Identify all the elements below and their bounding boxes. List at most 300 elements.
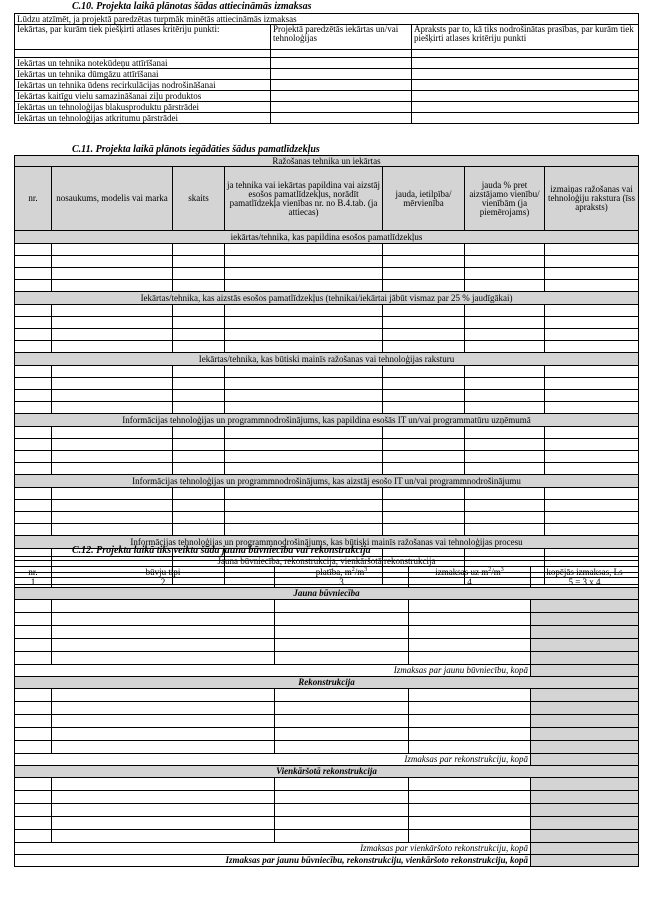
c11-entry-cell[interactable] [52,427,173,439]
c12-section-total-value [531,754,639,766]
c11-entry-cell[interactable] [545,512,639,524]
c12-entry-cell[interactable] [275,689,409,702]
c12-entry-cell[interactable] [52,817,275,830]
c11-entry-cell[interactable] [383,280,465,292]
c11-entry-cell[interactable] [545,427,639,439]
c12-entry-cell[interactable] [52,652,275,665]
c12-entry-cell[interactable] [15,626,52,639]
c11-entry-cell[interactable] [225,488,383,500]
c11-entry-cell[interactable] [545,366,639,378]
table-row [15,280,639,292]
c11-entry-cell[interactable] [383,390,465,402]
c11-entry-cell[interactable] [225,378,383,390]
table-row [15,728,639,741]
table-row [15,58,639,69]
c11-entry-cell[interactable] [383,512,465,524]
c11-entry-cell[interactable] [15,280,52,292]
c12-entry-cell [531,804,639,817]
c12-entry-cell[interactable] [275,804,409,817]
c11-entry-cell[interactable] [465,256,545,268]
table-row [15,600,639,613]
c11-entry-cell[interactable] [383,317,465,329]
c12-entry-cell[interactable] [15,791,52,804]
c10-cell[interactable] [412,58,639,69]
c12-entry-cell[interactable] [275,626,409,639]
c10-cell[interactable] [271,102,412,113]
c10-intro: Lūdzu atzīmēt, ja projektā paredzētas turpmāk minētās attiecināmās izmaksas [15,14,639,25]
c11-entry-cell[interactable] [545,500,639,512]
c12-entry-cell[interactable] [409,702,531,715]
c11-entry-cell[interactable] [545,488,639,500]
c11-header-nr: nr. [15,167,52,231]
c11-entry-cell[interactable] [52,378,173,390]
c12-entry-cell [531,728,639,741]
c11-entry-cell[interactable] [465,329,545,341]
c12-section-title: Vienkāršotā rekonstrukcija [15,766,639,778]
c12-entry-cell[interactable] [15,600,52,613]
c11-entry-cell[interactable] [465,524,545,536]
c11-entry-cell[interactable] [383,451,465,463]
c12-entry-cell[interactable] [52,639,275,652]
c12-entry-cell[interactable] [409,715,531,728]
c11-entry-cell[interactable] [173,524,225,536]
c10-header-equipment: Iekārtas, par kurām tiek piešķirti atlases kritēriju punkti: [15,25,271,50]
c12-header-type: būvju tipi [52,567,275,578]
c11-entry-cell[interactable] [383,439,465,451]
c11-entry-cell[interactable] [465,244,545,256]
c10-row-label: Iekārtas un tehnika notekūdeņu attīrīšanai [15,58,271,69]
c12-section-total-label: Izmaksas par rekonstrukciju, kopā [15,754,531,766]
c12-entry-cell[interactable] [275,817,409,830]
c11-entry-cell[interactable] [465,512,545,524]
c10-cell[interactable] [271,50,412,58]
table-row [15,80,639,91]
c12-entry-cell[interactable] [15,817,52,830]
c11-entry-cell[interactable] [383,329,465,341]
c12-entry-cell[interactable] [275,600,409,613]
table-row [15,439,639,451]
c12-entry-cell[interactable] [15,715,52,728]
table-row [15,244,639,256]
c11-entry-cell[interactable] [15,451,52,463]
c11-entry-cell[interactable] [173,341,225,353]
c11-entry-cell[interactable] [225,451,383,463]
c11-group-title: Iekārtas/tehnika, kas aizstās esošos pamatlīdzekļus (tehnikai/iekārtai jābūt vismaz par 25 % jaudīgākai) [15,292,639,305]
c12-title: C.12. Projekta laikā tiks veikta šāda jauna būvniecība vai rekonstrukcija [72,545,371,556]
c11-group-title: iekārtas/tehnika, kas papildina esošos pamatlīdzekļus [15,231,639,244]
c11-entry-cell[interactable] [465,268,545,280]
c11-entry-cell[interactable] [15,439,52,451]
c11-entry-cell[interactable] [15,268,52,280]
c11-entry-cell[interactable] [15,488,52,500]
c11-entry-cell[interactable] [52,500,173,512]
c12-header-total-cost: kopējās izmaksas, Ls [531,567,639,578]
c11-entry-cell[interactable] [383,500,465,512]
c12-section-total-value [531,665,639,677]
table-row [15,451,639,463]
table-row [15,390,639,402]
c12-entry-cell[interactable] [52,702,275,715]
c11-entry-cell[interactable] [383,256,465,268]
c11-entry-cell[interactable] [15,463,52,475]
c11-entry-cell[interactable] [173,317,225,329]
c11-entry-cell[interactable] [465,463,545,475]
c11-entry-cell[interactable] [52,329,173,341]
c11-entry-cell[interactable] [52,341,173,353]
c11-entry-cell[interactable] [173,512,225,524]
c12-entry-cell[interactable] [409,804,531,817]
c11-entry-cell[interactable] [225,439,383,451]
c12-entry-cell [531,689,639,702]
c10-row-label: Iekārtas kaitīgu vielu samazināšanai ziļu produktos [15,91,271,102]
c11-entry-cell[interactable] [465,317,545,329]
c10-cell[interactable] [412,102,639,113]
c12-entry-cell[interactable] [52,804,275,817]
c11-entry-cell[interactable] [465,488,545,500]
c11-entry-cell[interactable] [52,256,173,268]
c12-entry-cell[interactable] [409,639,531,652]
c12-section-total-label: Izmaksas par vienkāršoto rekonstrukciju, kopā [15,843,531,855]
c11-entry-cell[interactable] [465,305,545,317]
c11-entry-cell[interactable] [15,329,52,341]
c12-entry-cell [531,626,639,639]
c12-entry-cell[interactable] [275,791,409,804]
c11-entry-cell[interactable] [52,317,173,329]
c10-cell[interactable] [271,113,412,124]
c12-entry-cell[interactable] [15,613,52,626]
c11-entry-cell[interactable] [383,268,465,280]
c11-entry-cell[interactable] [173,329,225,341]
c11-entry-cell[interactable] [545,280,639,292]
c11-entry-cell[interactable] [173,378,225,390]
c12-entry-cell[interactable] [409,689,531,702]
c11-title: C.11. Projekta laikā plānots iegādāties šādus pamatlīdzekļus [72,144,320,155]
c12-entry-cell [531,715,639,728]
c11-entry-cell[interactable] [173,244,225,256]
c11-entry-cell[interactable] [173,500,225,512]
c11-entry-cell[interactable] [173,280,225,292]
c10-cell[interactable] [412,50,639,58]
c11-entry-cell[interactable] [225,427,383,439]
c11-entry-cell[interactable] [545,317,639,329]
table-row [15,427,639,439]
c12-entry-cell[interactable] [275,830,409,843]
c11-entry-cell[interactable] [465,341,545,353]
c11-entry-cell[interactable] [383,524,465,536]
c12-entry-cell[interactable] [275,715,409,728]
c11-entry-cell[interactable] [173,439,225,451]
table-row [15,341,639,353]
c11-entry-cell[interactable] [173,488,225,500]
c11-entry-cell[interactable] [52,402,173,414]
c11-entry-cell[interactable] [545,244,639,256]
c11-entry-cell[interactable] [225,256,383,268]
c11-entry-cell[interactable] [545,329,639,341]
table-row [15,366,639,378]
c11-entry-cell[interactable] [225,390,383,402]
c11-entry-cell[interactable] [383,463,465,475]
c12-entry-cell[interactable] [275,741,409,754]
table-row [15,804,639,817]
c11-entry-cell[interactable] [52,451,173,463]
c12-entry-cell[interactable] [15,830,52,843]
table-row [15,639,639,652]
table-row [15,512,639,524]
c12-group-header: Jauna būvniecība, rekonstrukcija, vienkāršotā rekonstrukcija [15,557,639,567]
c12-entry-cell[interactable] [52,830,275,843]
c11-entry-cell[interactable] [52,305,173,317]
table-row [15,378,639,390]
c11-entry-cell[interactable] [545,390,639,402]
c11-entry-cell[interactable] [225,244,383,256]
c11-entry-cell[interactable] [383,378,465,390]
c12-entry-cell [531,639,639,652]
c11-entry-cell[interactable] [15,317,52,329]
table-row [15,402,639,414]
c11-entry-cell[interactable] [545,268,639,280]
c10-row-label: Iekārtas un tehnika ūdens recirkulācijas nodrošināšanai [15,80,271,91]
table-row [15,524,639,536]
c11-entry-cell[interactable] [52,512,173,524]
c11-entry-cell[interactable] [15,256,52,268]
table-row [15,256,639,268]
c11-group-title: Informācijas tehnoloģijas un programmnodrošinājums, kas aizstāj esošo IT un/vai programmnodrošinājumu [15,475,639,488]
c12-entry-cell [531,613,639,626]
c11-entry-cell[interactable] [225,341,383,353]
c12-entry-cell[interactable] [52,613,275,626]
c12-entry-cell[interactable] [15,689,52,702]
c11-entry-cell[interactable] [545,305,639,317]
table-row [15,305,639,317]
c11-entry-cell[interactable] [15,378,52,390]
c11-entry-cell[interactable] [383,427,465,439]
c12-entry-cell[interactable] [275,778,409,791]
table-row [15,741,639,754]
c12-col-number: 2 [52,578,275,588]
table-row [15,69,639,80]
c11-entry-cell[interactable] [15,341,52,353]
c11-entry-cell[interactable] [225,317,383,329]
c12-entry-cell[interactable] [409,652,531,665]
c11-header-replaces: ja tehnika vai iekārtas papildina vai aizstāj esošos pamatlīdzekļus, norādīt pamatlīdzekļa vienības nr. no B.4.tab. (ja attiecas) [225,167,383,231]
c11-entry-cell[interactable] [225,500,383,512]
c12-entry-cell[interactable] [409,613,531,626]
c11-entry-cell[interactable] [545,378,639,390]
c12-col-number: 1 [15,578,52,588]
c12-entry-cell[interactable] [409,741,531,754]
c11-entry-cell[interactable] [225,366,383,378]
c11-entry-cell[interactable] [383,341,465,353]
c12-entry-cell[interactable] [15,702,52,715]
c11-entry-cell[interactable] [52,439,173,451]
c11-entry-cell[interactable] [465,451,545,463]
c11-entry-cell[interactable] [15,427,52,439]
c12-entry-cell[interactable] [15,728,52,741]
table-row [15,626,639,639]
c11-entry-cell[interactable] [15,500,52,512]
c11-entry-cell[interactable] [173,268,225,280]
c11-entry-cell[interactable] [465,390,545,402]
c10-cell[interactable] [271,58,412,69]
c12-entry-cell[interactable] [52,741,275,754]
c11-entry-cell[interactable] [173,451,225,463]
c11-entry-cell[interactable] [15,512,52,524]
c11-entry-cell[interactable] [52,488,173,500]
c11-entry-cell[interactable] [383,366,465,378]
c11-entry-cell[interactable] [173,366,225,378]
c12-entry-cell[interactable] [15,741,52,754]
c12-entry-cell [531,791,639,804]
c11-entry-cell[interactable] [173,427,225,439]
c11-entry-cell[interactable] [52,390,173,402]
c11-entry-cell[interactable] [383,305,465,317]
c12-entry-cell [531,702,639,715]
c12-header-unit-cost: izmaksas uz $m^2/m^3$ [409,567,531,578]
table-row [15,488,639,500]
c11-group-title: Iekārtas/tehnika, kas būtiski mainīs ražošanas vai tehnoloģijas raksturu [15,353,639,366]
c12-entry-cell[interactable] [52,728,275,741]
c11-entry-cell[interactable] [465,378,545,390]
c11-entry-cell[interactable] [173,390,225,402]
c12-entry-cell[interactable] [52,600,275,613]
c12-entry-cell[interactable] [275,728,409,741]
c12-entry-cell[interactable] [52,626,275,639]
c12-entry-cell [531,741,639,754]
c11-entry-cell[interactable] [52,244,173,256]
c10-table [14,13,639,124]
c10-title: C.10. Projekta laikā plānotas šādas attiecināmās izmaksas [72,1,312,12]
c11-group-title: Informācijas tehnoloģijas un programmnodrošinājums, kas būtiski mainīs ražošanas vai tehnoloģijas procesu [15,536,639,549]
c11-entry-cell[interactable] [545,524,639,536]
c12-entry-cell[interactable] [15,804,52,817]
c12-entry-cell[interactable] [409,830,531,843]
c10-row-label: Iekārtas un tehnika dūmgāzu attīrīšanai [15,69,271,80]
c12-entry-cell[interactable] [15,652,52,665]
c11-entry-cell[interactable] [465,402,545,414]
c12-entry-cell [531,778,639,791]
c11-entry-cell[interactable] [545,463,639,475]
c11-entry-cell[interactable] [465,439,545,451]
c10-cell[interactable] [412,80,639,91]
c12-section-total-label: Izmaksas par jaunu būvniecību, kopā [15,665,531,677]
c12-entry-cell[interactable] [275,639,409,652]
c11-entry-cell[interactable] [225,463,383,475]
c11-group-header: Ražošanas tehnika un iekārtas [15,156,639,167]
c11-entry-cell[interactable] [15,524,52,536]
c10-cell[interactable] [271,69,412,80]
c10-cell[interactable] [271,91,412,102]
table-row [15,317,639,329]
c11-entry-cell[interactable] [383,488,465,500]
c11-entry-cell[interactable] [383,402,465,414]
c11-entry-cell[interactable] [52,268,173,280]
c11-entry-cell[interactable] [465,366,545,378]
c11-header-changes: izmaiņas ražošanas vai tehnoloģiju rakstura (īss apraksts) [545,167,639,231]
c11-entry-cell[interactable] [225,280,383,292]
c11-header-count: skaits [173,167,225,231]
table-row [15,702,639,715]
c12-entry-cell[interactable] [409,791,531,804]
c12-entry-cell[interactable] [409,778,531,791]
c12-entry-cell[interactable] [409,600,531,613]
c12-entry-cell[interactable] [15,778,52,791]
c10-cell[interactable] [412,113,639,124]
c11-entry-cell[interactable] [545,402,639,414]
c12-entry-cell [531,830,639,843]
c11-entry-cell[interactable] [173,305,225,317]
c11-entry-cell[interactable] [225,524,383,536]
c12-entry-cell[interactable] [275,652,409,665]
c11-entry-cell[interactable] [225,402,383,414]
c12-entry-cell[interactable] [52,715,275,728]
c11-entry-cell[interactable] [465,500,545,512]
table-row [15,830,639,843]
table-row [15,329,639,341]
table-row [15,778,639,791]
c11-entry-cell[interactable] [225,268,383,280]
c11-entry-cell[interactable] [52,524,173,536]
c11-entry-cell[interactable] [225,329,383,341]
c11-entry-cell[interactable] [225,305,383,317]
c11-entry-cell[interactable] [15,402,52,414]
c11-entry-cell[interactable] [383,244,465,256]
c11-entry-cell[interactable] [15,244,52,256]
c10-row-label: Iekārtas un tehnoloģijas atkritumu pārstrādei [15,113,271,124]
table-row [15,817,639,830]
c11-entry-cell[interactable] [15,305,52,317]
c12-table [14,556,639,867]
c11-entry-cell[interactable] [173,463,225,475]
c11-entry-cell[interactable] [15,366,52,378]
c11-group-title: Informācijas tehnoloģijas un programmnodrošinājums, kas papildina esošās IT un/vai programmatūru uzņēmumā [15,414,639,427]
c11-entry-cell[interactable] [545,256,639,268]
table-row [15,715,639,728]
c11-table [14,155,639,585]
c12-entry-cell[interactable] [52,778,275,791]
table-row [15,689,639,702]
c11-entry-cell[interactable] [52,366,173,378]
c12-entry-cell[interactable] [409,626,531,639]
c11-entry-cell[interactable] [52,463,173,475]
c11-entry-cell[interactable] [15,390,52,402]
c12-entry-cell[interactable] [409,728,531,741]
c11-header-name: nosaukums, modelis vai marka [52,167,173,231]
c12-entry-cell[interactable] [15,639,52,652]
table-row [15,613,639,626]
c10-cell[interactable] [412,91,639,102]
c10-row-label: Iekārtas un tehnoloģijas blakusproduktu pārstrādei [15,102,271,113]
c10-cell[interactable] [271,80,412,91]
c12-entry-cell[interactable] [52,791,275,804]
c12-entry-cell[interactable] [275,702,409,715]
table-row [15,500,639,512]
c11-entry-cell[interactable] [465,280,545,292]
c11-entry-cell[interactable] [173,256,225,268]
c11-entry-cell[interactable] [465,427,545,439]
c11-entry-cell[interactable] [545,451,639,463]
c11-entry-cell[interactable] [545,439,639,451]
c11-entry-cell[interactable] [173,402,225,414]
c12-entry-cell[interactable] [409,817,531,830]
table-row [15,652,639,665]
c12-entry-cell[interactable] [275,613,409,626]
c11-entry-cell[interactable] [545,341,639,353]
c12-entry-cell[interactable] [52,689,275,702]
c12-col-number: 4 [409,578,531,588]
c11-entry-cell[interactable] [52,280,173,292]
c11-entry-cell[interactable] [225,512,383,524]
c10-cell[interactable] [412,69,639,80]
